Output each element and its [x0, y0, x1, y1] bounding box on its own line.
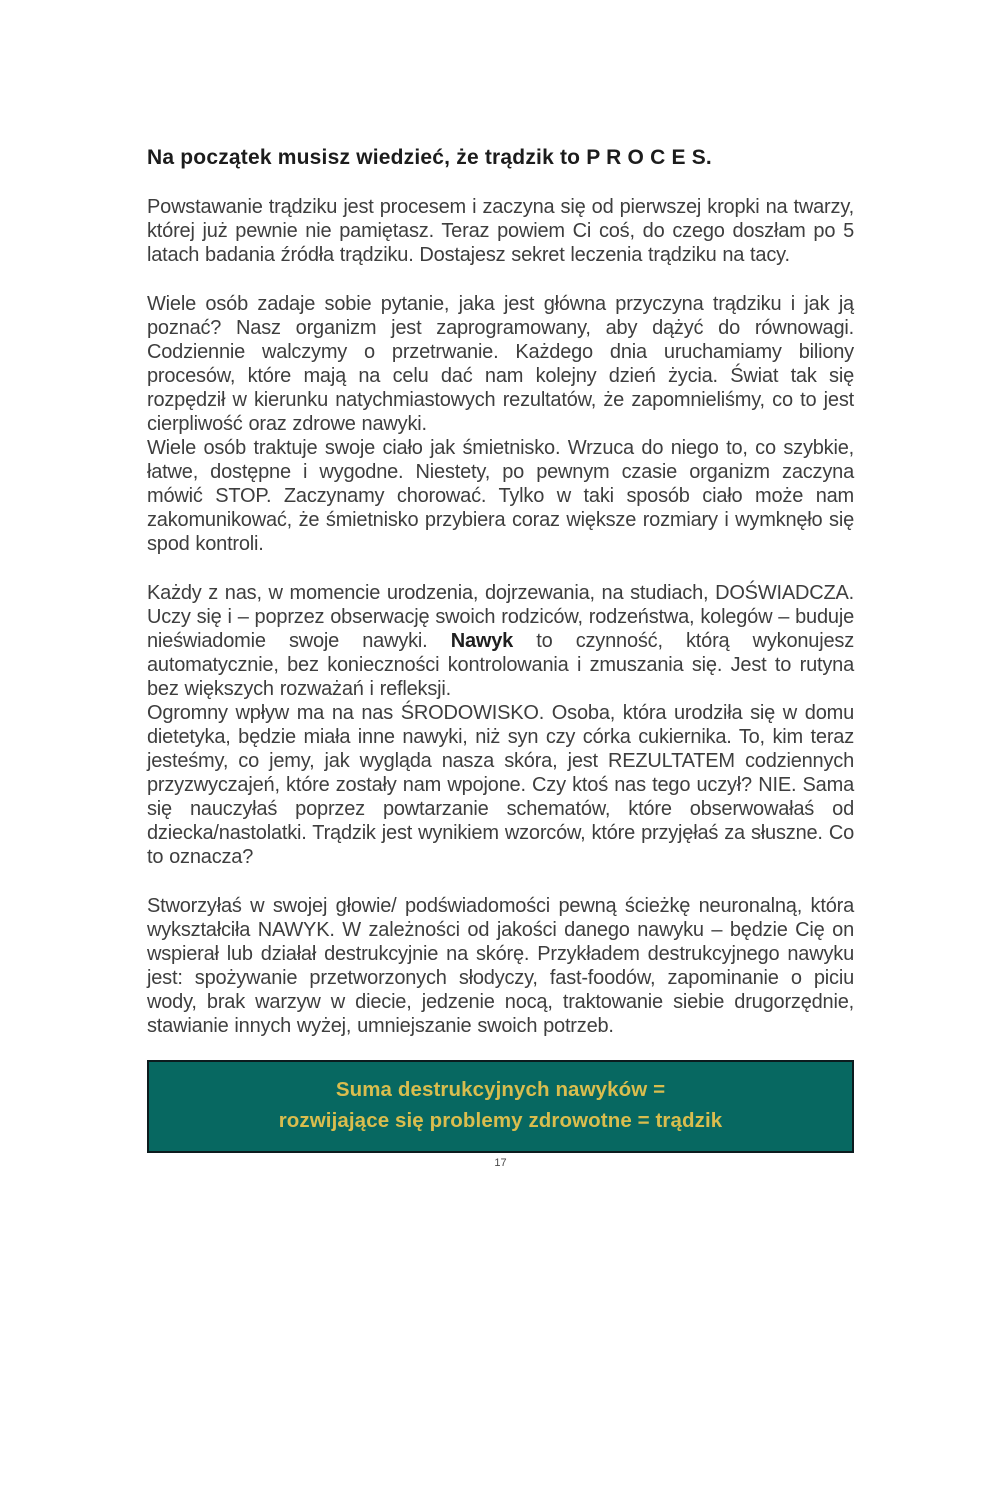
highlight-box-line-2: rozwijające się problemy zdrowotne = trądzik [278, 1109, 723, 1132]
section-heading: Na początek musisz wiedzieć, że trądzik to P R O C E S. [147, 146, 712, 169]
highlight-box [147, 1060, 854, 1153]
paragraph-intro [147, 195, 854, 267]
paragraph-body-as-dump [147, 436, 854, 556]
paragraph-text: Wiele osób traktuje swoje ciało jak śmietnisko. Wrzuca do niego to, co szybkie, łatwe, dostępne i wygodne. Niestety, po pewnym czasie organizm zaczyna mówić STOP. Zaczynamy chorować. Tylko w taki sposób ciało może nam zakomunikować, że śmietnisko przybiera coraz większe rozmiary i wymknęło się spod kontroli. [147, 437, 854, 555]
paragraph-habit-definition [147, 581, 854, 701]
paragraph-text: to czynność, którą wykonujesz automatycznie, bez konieczności kontrolowania i zmuszania się. Jest to rutyna bez większych rozważań i refleksji. [147, 630, 854, 700]
paragraph-main-cause [147, 292, 854, 436]
paragraph-environment [147, 701, 854, 869]
page-content [147, 146, 854, 1169]
page-number: 17 [494, 1157, 507, 1169]
paragraph-text: Wiele osób zadaje sobie pytanie, jaka jest główna przyczyna trądziku i jak ją poznać? Nasz organizm jest zaprogramowany, aby dążyć do równowagi. Codziennie walczymy o przetrwanie. Każdego dnia uruchamiamy biliony procesów, które mają na celu dać nam kolejny dzień życia. Świat tak się rozpędził w kierunku natychmiastowych rezultatów, że zapomnieliśmy, co to jest cierpliwość oraz zdrowe nawyki. [147, 293, 854, 435]
bold-term-nawyk: Nawyk [450, 630, 514, 652]
paragraph-neural-path [147, 894, 854, 1038]
paragraph-text: Powstawanie trądziku jest procesem i zaczyna się od pierwszej kropki na twarzy, której już pewnie nie pamiętasz. Teraz powiem Ci coś, do czego doszłam po 5 latach badania źródła trądziku. Dostajesz sekret leczenia trądziku na tacy. [147, 196, 854, 266]
highlight-box-line-1: Suma destrukcyjnych nawyków = [335, 1078, 666, 1101]
paragraph-text: Ogromny wpływ ma na nas ŚRODOWISKO. Osoba, która urodziła się w domu dietetyka, będzie miała inne nawyki, niż syn czy córka cukiernika. To, kim teraz jesteśmy, co jemy, jak wygląda nasza skóra, jest REZULTATEM codziennych przyzwyczajeń, które zostały nam wpojone. Czy ktoś nas tego uczył? NIE. Sama się nauczyłaś poprzez powtarzanie schematów, które obserwowałaś od dziecka/nastolatki. Trądzik jest wynikiem wzorców, które przyjęłaś za słuszne. Co to oznacza? [147, 702, 854, 868]
paragraph-text: Stworzyłaś w swojej głowie/ podświadomości pewną ścieżkę neuronalną, która wykształciła NAWYK. W zależności od jakości danego nawyku – będzie Cię on wspierał lub działał destrukcyjnie na skórę. Przykładem destrukcyjnego nawyku jest: spożywanie przetworzonych słodyczy, fast-foodów, zapominanie o piciu wody, brak warzyw w diecie, jedzenie nocą, traktowanie siebie drugorzędnie, stawianie innych wyżej, umniejszanie swoich potrzeb. [147, 895, 854, 1037]
paragraph-text: Każdy z nas, w momencie urodzenia, dojrzewania, na studiach, DOŚWIADCZA. Uczy się i – poprzez obserwację swoich rodziców, rodzeństwa, kolegów – buduje nieświadomie swoje nawyki. [147, 582, 854, 652]
